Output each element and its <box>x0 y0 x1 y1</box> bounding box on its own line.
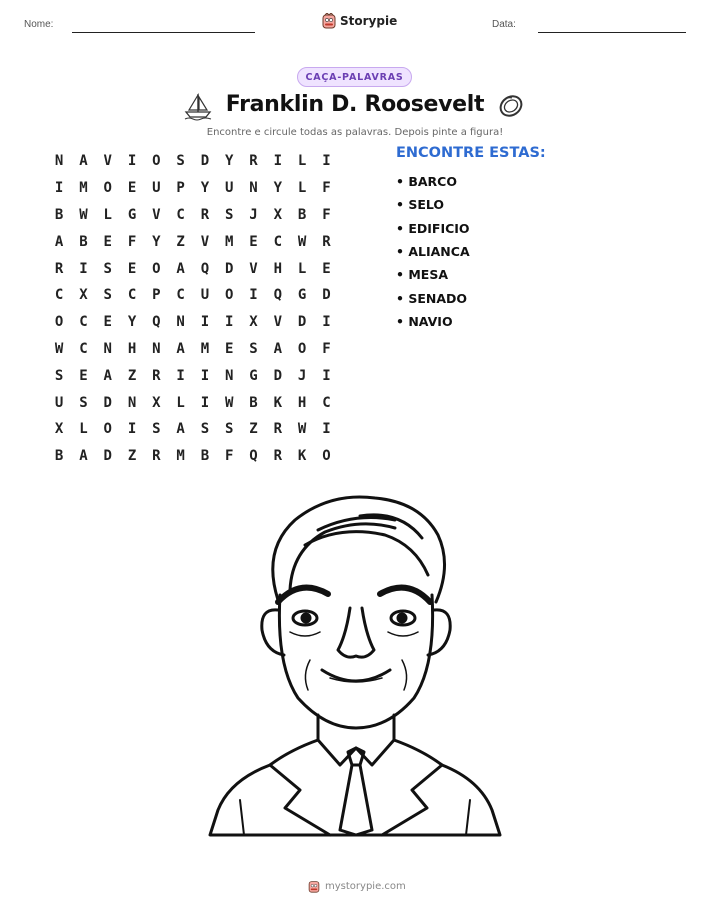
grid-row <box>47 362 339 389</box>
grid-cell[interactable]: E <box>249 233 258 250</box>
word-item: • BARCO <box>396 174 457 190</box>
grid-cell[interactable]: B <box>54 448 64 465</box>
grid-cell[interactable]: A <box>176 260 185 277</box>
roosevelt-coloring-illustration <box>200 490 510 840</box>
grid-cell[interactable]: Y <box>200 180 210 197</box>
grid-cell[interactable]: V <box>273 314 283 331</box>
grid-cell[interactable]: D <box>273 367 283 384</box>
grid-cell[interactable]: I <box>127 421 137 438</box>
word-item: • ALIANCA <box>396 244 470 260</box>
grid-cell[interactable]: I <box>322 367 331 384</box>
grid-cell[interactable]: E <box>79 367 88 384</box>
grid-cell[interactable]: L <box>176 394 185 411</box>
word-item: • EDIFICIO <box>396 220 470 236</box>
word-item: • NAVIO <box>396 313 453 329</box>
grid-cell[interactable]: M <box>225 233 234 250</box>
word-list <box>396 170 470 333</box>
grid-cell[interactable]: X <box>54 421 64 438</box>
grid-cell[interactable]: S <box>176 153 185 170</box>
grid-cell[interactable]: R <box>152 448 161 465</box>
grid-cell[interactable]: D <box>200 153 210 170</box>
grid-cell[interactable]: K <box>297 448 307 465</box>
grid-row <box>47 255 339 282</box>
grid-cell[interactable]: R <box>54 260 64 277</box>
grid-cell[interactable]: Z <box>127 448 137 465</box>
grid-cell[interactable]: C <box>79 314 88 331</box>
grid-cell[interactable]: H <box>273 260 283 277</box>
grid-cell[interactable]: O <box>54 314 64 331</box>
name-label: Nome: <box>24 19 54 30</box>
grid-cell[interactable]: W <box>297 421 307 438</box>
grid-cell[interactable]: I <box>322 421 331 438</box>
grid-cell[interactable]: B <box>200 448 210 465</box>
grid-cell[interactable]: Y <box>273 180 283 197</box>
grid-cell[interactable]: P <box>152 287 161 304</box>
grid-cell[interactable]: R <box>273 448 283 465</box>
grid-cell[interactable]: E <box>322 260 331 277</box>
grid-cell[interactable]: C <box>79 340 88 357</box>
grid-cell[interactable]: L <box>297 260 307 277</box>
grid-cell[interactable]: L <box>79 421 88 438</box>
grid-cell[interactable]: J <box>297 367 307 384</box>
grid-cell[interactable]: M <box>79 180 88 197</box>
grid-cell[interactable]: R <box>322 233 331 250</box>
grid-cell[interactable]: Y <box>225 153 234 170</box>
grid-cell[interactable]: P <box>176 180 185 197</box>
grid-row <box>47 175 339 202</box>
grid-row <box>47 389 339 416</box>
grid-cell[interactable]: C <box>127 287 137 304</box>
grid-cell[interactable]: L <box>297 153 307 170</box>
storypie-logo-icon <box>308 880 320 893</box>
grid-cell[interactable]: M <box>176 448 185 465</box>
grid-cell[interactable]: E <box>127 260 137 277</box>
grid-cell[interactable]: A <box>54 233 64 250</box>
grid-cell[interactable]: O <box>103 180 112 197</box>
grid-cell[interactable]: L <box>297 180 307 197</box>
grid-cell[interactable]: B <box>249 394 258 411</box>
grid-cell[interactable]: G <box>127 206 137 223</box>
grid-cell[interactable]: A <box>273 340 283 357</box>
grid-cell[interactable]: I <box>200 394 210 411</box>
grid-cell[interactable]: X <box>152 394 161 411</box>
grid-cell[interactable]: G <box>249 367 258 384</box>
grid-cell[interactable]: S <box>200 421 210 438</box>
grid-cell[interactable]: A <box>79 153 88 170</box>
grid-cell[interactable]: A <box>176 421 185 438</box>
page-title: Franklin D. Roosevelt <box>225 92 485 117</box>
grid-cell[interactable]: W <box>54 340 64 357</box>
grid-cell[interactable]: B <box>297 206 307 223</box>
grid-cell[interactable]: R <box>249 153 258 170</box>
date-label: Data: <box>492 19 516 30</box>
grid-cell[interactable]: I <box>127 153 137 170</box>
word-list-title: ENCONTRE ESTAS: <box>396 145 546 161</box>
grid-cell[interactable]: X <box>273 206 283 223</box>
grid-cell[interactable]: I <box>79 260 88 277</box>
grid-cell[interactable]: F <box>225 448 234 465</box>
grid-cell[interactable]: I <box>249 287 258 304</box>
grid-cell[interactable]: I <box>176 367 185 384</box>
grid-cell[interactable]: I <box>200 367 210 384</box>
grid-cell[interactable]: D <box>103 448 112 465</box>
grid-cell[interactable]: V <box>152 206 161 223</box>
grid-cell[interactable]: N <box>103 340 112 357</box>
grid-cell[interactable]: E <box>103 314 112 331</box>
footer <box>308 880 406 893</box>
grid-row <box>47 309 339 336</box>
grid-cell[interactable]: Z <box>176 233 185 250</box>
grid-cell[interactable]: C <box>54 287 64 304</box>
grid-row <box>47 416 339 443</box>
grid-row <box>47 443 339 470</box>
grid-cell[interactable]: S <box>225 206 234 223</box>
grid-cell[interactable]: W <box>297 233 307 250</box>
grid-cell[interactable]: S <box>225 421 234 438</box>
brand-name: Storypie <box>340 14 398 28</box>
word-search-grid <box>47 148 339 470</box>
grid-row <box>47 228 339 255</box>
grid-cell[interactable]: U <box>152 180 161 197</box>
grid-cell[interactable]: C <box>273 233 283 250</box>
grid-cell[interactable]: R <box>273 421 283 438</box>
grid-row <box>47 336 339 363</box>
grid-cell[interactable]: S <box>54 367 64 384</box>
category-badge: CAÇA-PALAVRAS <box>297 67 412 87</box>
grid-cell[interactable]: A <box>176 340 185 357</box>
grid-cell[interactable]: F <box>322 180 331 197</box>
grid-cell[interactable]: I <box>54 180 64 197</box>
grid-cell[interactable]: F <box>322 340 331 357</box>
grid-row <box>47 202 339 229</box>
grid-cell[interactable]: E <box>127 180 137 197</box>
grid-cell[interactable]: C <box>176 287 185 304</box>
word-item: • SENADO <box>396 290 468 306</box>
grid-cell[interactable]: S <box>249 340 258 357</box>
grid-cell[interactable]: N <box>152 340 161 357</box>
grid-cell[interactable]: U <box>54 394 64 411</box>
grid-cell[interactable]: C <box>176 206 185 223</box>
grid-cell[interactable]: X <box>79 287 88 304</box>
grid-cell[interactable]: O <box>152 153 161 170</box>
grid-row <box>47 148 339 175</box>
grid-cell[interactable]: I <box>322 153 331 170</box>
grid-cell[interactable]: U <box>200 287 210 304</box>
grid-cell[interactable]: I <box>322 314 331 331</box>
grid-cell[interactable]: U <box>225 180 234 197</box>
grid-cell[interactable]: H <box>127 340 137 357</box>
grid-cell[interactable]: B <box>54 206 64 223</box>
grid-row <box>47 282 339 309</box>
grid-cell[interactable]: W <box>79 206 88 223</box>
word-item: • SELO <box>396 197 445 213</box>
grid-cell[interactable]: K <box>273 394 283 411</box>
grid-cell[interactable]: I <box>273 153 283 170</box>
grid-cell[interactable]: D <box>225 260 234 277</box>
grid-cell[interactable]: C <box>322 394 331 411</box>
grid-cell[interactable]: A <box>79 448 88 465</box>
ring-icon <box>497 92 525 120</box>
grid-cell[interactable]: S <box>152 421 161 438</box>
grid-cell[interactable]: O <box>322 448 331 465</box>
grid-cell[interactable]: D <box>322 287 331 304</box>
grid-cell[interactable]: N <box>127 394 137 411</box>
grid-cell[interactable]: J <box>249 206 258 223</box>
grid-cell[interactable]: H <box>297 394 307 411</box>
grid-cell[interactable]: Q <box>200 260 210 277</box>
grid-cell[interactable]: M <box>200 340 210 357</box>
grid-cell[interactable]: N <box>176 314 185 331</box>
grid-cell[interactable]: R <box>152 367 161 384</box>
storypie-logo-icon <box>322 13 336 29</box>
grid-cell[interactable]: L <box>103 206 112 223</box>
grid-cell[interactable]: Q <box>273 287 283 304</box>
grid-cell[interactable]: S <box>103 287 112 304</box>
grid-cell[interactable]: B <box>79 233 88 250</box>
grid-cell[interactable]: E <box>103 233 112 250</box>
date-line <box>538 32 686 33</box>
word-item: • MESA <box>396 267 448 283</box>
grid-cell[interactable]: Z <box>127 367 137 384</box>
grid-cell[interactable]: O <box>297 340 307 357</box>
grid-cell[interactable]: D <box>297 314 307 331</box>
grid-cell[interactable]: V <box>103 153 112 170</box>
footer-url: mystorypie.com <box>325 881 406 892</box>
grid-cell[interactable]: V <box>249 260 258 277</box>
grid-cell[interactable]: Y <box>127 314 137 331</box>
grid-cell[interactable]: I <box>225 314 234 331</box>
grid-cell[interactable]: Y <box>152 233 161 250</box>
brand <box>322 13 397 29</box>
name-line <box>72 32 255 33</box>
grid-cell[interactable]: Q <box>249 448 258 465</box>
grid-cell[interactable]: D <box>103 394 112 411</box>
grid-cell[interactable]: Z <box>249 421 258 438</box>
grid-cell[interactable]: Q <box>152 314 161 331</box>
grid-cell[interactable]: S <box>79 394 88 411</box>
grid-cell[interactable]: I <box>200 314 210 331</box>
grid-cell[interactable]: N <box>249 180 258 197</box>
grid-cell[interactable]: N <box>225 367 234 384</box>
grid-cell[interactable]: A <box>103 367 112 384</box>
grid-cell[interactable]: F <box>322 206 331 223</box>
grid-cell[interactable]: N <box>54 153 64 170</box>
instructions: Encontre e circule todas as palavras. Depois pinte a figura! <box>206 127 504 138</box>
grid-cell[interactable]: G <box>297 287 307 304</box>
grid-cell[interactable]: O <box>103 421 112 438</box>
grid-cell[interactable]: O <box>225 287 234 304</box>
grid-cell[interactable]: O <box>152 260 161 277</box>
grid-cell[interactable]: E <box>225 340 234 357</box>
grid-cell[interactable]: W <box>225 394 234 411</box>
grid-cell[interactable]: X <box>249 314 258 331</box>
grid-cell[interactable]: V <box>200 233 210 250</box>
grid-cell[interactable]: S <box>103 260 112 277</box>
grid-cell[interactable]: R <box>200 206 210 223</box>
grid-cell[interactable]: F <box>127 233 137 250</box>
